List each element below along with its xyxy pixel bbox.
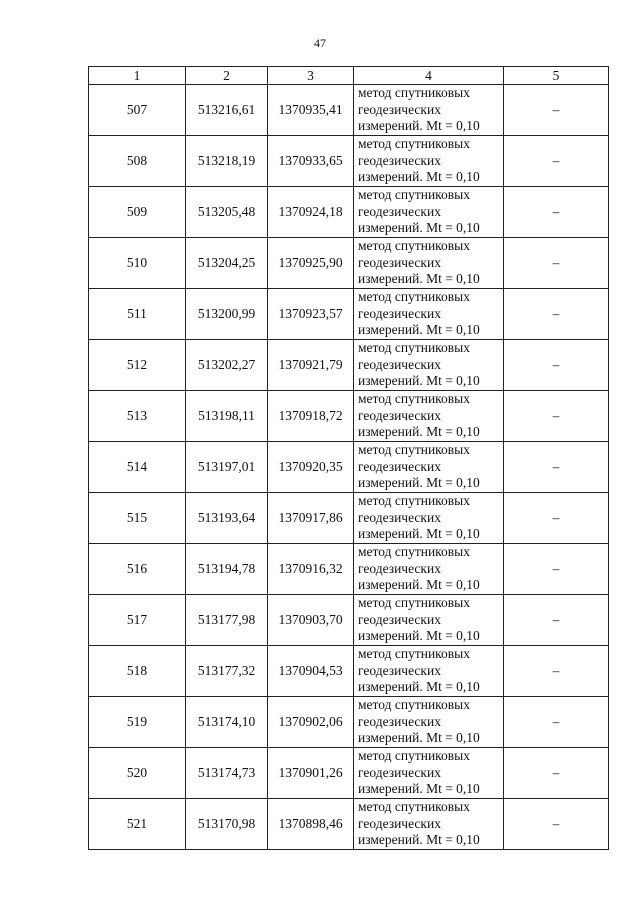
note-cell: – [504, 238, 609, 289]
method-cell [354, 238, 504, 289]
note-cell: – [504, 544, 609, 595]
note-cell: – [504, 187, 609, 238]
table-row [89, 748, 609, 799]
method-line: геодезических [358, 101, 441, 117]
method-line: измерений. Mt = 0,10 [358, 220, 480, 236]
point-number-cell: 513 [89, 391, 186, 442]
x-coordinate-cell: 513200,99 [186, 289, 268, 340]
method-line: метод спутниковых [358, 340, 470, 356]
point-number-cell: 508 [89, 136, 186, 187]
method-cell [354, 493, 504, 544]
point-number-cell: 518 [89, 646, 186, 697]
method-line: геодезических [358, 254, 441, 270]
table-row [89, 697, 609, 748]
method-line: геодезических [358, 356, 441, 372]
method-cell [354, 697, 504, 748]
x-coordinate-cell: 513170,98 [186, 799, 268, 850]
y-coordinate-cell: 1370925,90 [268, 238, 354, 289]
method-cell [354, 289, 504, 340]
method-cell [354, 544, 504, 595]
method-line: метод спутниковых [358, 799, 470, 815]
note-cell: – [504, 595, 609, 646]
method-line: метод спутниковых [358, 289, 470, 305]
header-row [89, 67, 609, 85]
method-cell [354, 85, 504, 136]
method-line: измерений. Mt = 0,10 [358, 475, 480, 491]
method-line: метод спутниковых [358, 391, 470, 407]
method-line: геодезических [358, 203, 441, 219]
point-number-cell: 521 [89, 799, 186, 850]
method-line: метод спутниковых [358, 748, 470, 764]
x-coordinate-cell: 513194,78 [186, 544, 268, 595]
method-line: метод спутниковых [358, 544, 470, 560]
method-line: измерений. Mt = 0,10 [358, 577, 480, 593]
table-row [89, 493, 609, 544]
y-coordinate-cell: 1370924,18 [268, 187, 354, 238]
method-line: метод спутниковых [358, 442, 470, 458]
method-cell [354, 646, 504, 697]
table-row [89, 136, 609, 187]
note-cell: – [504, 697, 609, 748]
header-col-1: 1 [89, 67, 186, 85]
method-cell [354, 340, 504, 391]
y-coordinate-cell: 1370904,53 [268, 646, 354, 697]
note-cell: – [504, 85, 609, 136]
method-cell [354, 391, 504, 442]
coordinates-table [88, 66, 609, 850]
method-line: измерений. Mt = 0,10 [358, 832, 480, 848]
method-line: метод спутниковых [358, 136, 470, 152]
method-line: геодезических [358, 764, 441, 780]
method-line: измерений. Mt = 0,10 [358, 679, 480, 695]
point-number-cell: 519 [89, 697, 186, 748]
x-coordinate-cell: 513202,27 [186, 340, 268, 391]
method-line: измерений. Mt = 0,10 [358, 730, 480, 746]
method-line: геодезических [358, 305, 441, 321]
x-coordinate-cell: 513177,32 [186, 646, 268, 697]
y-coordinate-cell: 1370923,57 [268, 289, 354, 340]
note-cell: – [504, 799, 609, 850]
note-cell: – [504, 748, 609, 799]
method-cell [354, 748, 504, 799]
table-row [89, 187, 609, 238]
point-number-cell: 510 [89, 238, 186, 289]
note-cell: – [504, 289, 609, 340]
method-line: метод спутниковых [358, 493, 470, 509]
method-line: измерений. Mt = 0,10 [358, 271, 480, 287]
point-number-cell: 514 [89, 442, 186, 493]
header-col-5: 5 [504, 67, 609, 85]
method-cell [354, 187, 504, 238]
x-coordinate-cell: 513198,11 [186, 391, 268, 442]
y-coordinate-cell: 1370921,79 [268, 340, 354, 391]
method-cell [354, 442, 504, 493]
y-coordinate-cell: 1370918,72 [268, 391, 354, 442]
x-coordinate-cell: 513218,19 [186, 136, 268, 187]
method-line: геодезических [358, 560, 441, 576]
y-coordinate-cell: 1370902,06 [268, 697, 354, 748]
x-coordinate-cell: 513205,48 [186, 187, 268, 238]
note-cell: – [504, 646, 609, 697]
method-line: геодезических [358, 611, 441, 627]
point-number-cell: 511 [89, 289, 186, 340]
table-row [89, 391, 609, 442]
header-col-3: 3 [268, 67, 354, 85]
x-coordinate-cell: 513174,10 [186, 697, 268, 748]
table-row [89, 595, 609, 646]
point-number-cell: 515 [89, 493, 186, 544]
y-coordinate-cell: 1370916,32 [268, 544, 354, 595]
header-col-4: 4 [354, 67, 504, 85]
point-number-cell: 507 [89, 85, 186, 136]
y-coordinate-cell: 1370898,46 [268, 799, 354, 850]
table-row [89, 85, 609, 136]
method-line: геодезических [358, 713, 441, 729]
method-cell [354, 799, 504, 850]
note-cell: – [504, 391, 609, 442]
method-line: метод спутниковых [358, 187, 470, 203]
point-number-cell: 512 [89, 340, 186, 391]
x-coordinate-cell: 513177,98 [186, 595, 268, 646]
method-line: измерений. Mt = 0,10 [358, 322, 480, 338]
table-row [89, 289, 609, 340]
method-line: метод спутниковых [358, 697, 470, 713]
y-coordinate-cell: 1370917,86 [268, 493, 354, 544]
table-row [89, 442, 609, 493]
method-line: измерений. Mt = 0,10 [358, 628, 480, 644]
method-line: измерений. Mt = 0,10 [358, 781, 480, 797]
x-coordinate-cell: 513216,61 [186, 85, 268, 136]
y-coordinate-cell: 1370920,35 [268, 442, 354, 493]
method-line: измерений. Mt = 0,10 [358, 373, 480, 389]
table-row [89, 544, 609, 595]
method-line: геодезических [358, 407, 441, 423]
header-col-2: 2 [186, 67, 268, 85]
method-line: геодезических [358, 152, 441, 168]
method-cell [354, 595, 504, 646]
note-cell: – [504, 340, 609, 391]
note-cell: – [504, 136, 609, 187]
y-coordinate-cell: 1370935,41 [268, 85, 354, 136]
method-line: измерений. Mt = 0,10 [358, 526, 480, 542]
method-line: геодезических [358, 458, 441, 474]
table-header [89, 67, 609, 85]
method-line: геодезических [358, 662, 441, 678]
x-coordinate-cell: 513174,73 [186, 748, 268, 799]
note-cell: – [504, 442, 609, 493]
note-cell: – [504, 493, 609, 544]
method-line: метод спутниковых [358, 595, 470, 611]
method-line: геодезических [358, 815, 441, 831]
table-row [89, 799, 609, 850]
method-cell [354, 136, 504, 187]
x-coordinate-cell: 513193,64 [186, 493, 268, 544]
table-row [89, 646, 609, 697]
method-line: метод спутниковых [358, 85, 470, 101]
method-line: метод спутниковых [358, 646, 470, 662]
y-coordinate-cell: 1370933,65 [268, 136, 354, 187]
point-number-cell: 516 [89, 544, 186, 595]
page-number: 47 [314, 36, 326, 50]
method-line: измерений. Mt = 0,10 [358, 169, 480, 185]
method-line: измерений. Mt = 0,10 [358, 424, 480, 440]
point-number-cell: 517 [89, 595, 186, 646]
table-row [89, 340, 609, 391]
y-coordinate-cell: 1370903,70 [268, 595, 354, 646]
method-line: метод спутниковых [358, 238, 470, 254]
table-body [89, 85, 609, 850]
method-line: геодезических [358, 509, 441, 525]
y-coordinate-cell: 1370901,26 [268, 748, 354, 799]
method-line: измерений. Mt = 0,10 [358, 118, 480, 134]
point-number-cell: 509 [89, 187, 186, 238]
table-row [89, 238, 609, 289]
x-coordinate-cell: 513197,01 [186, 442, 268, 493]
x-coordinate-cell: 513204,25 [186, 238, 268, 289]
point-number-cell: 520 [89, 748, 186, 799]
